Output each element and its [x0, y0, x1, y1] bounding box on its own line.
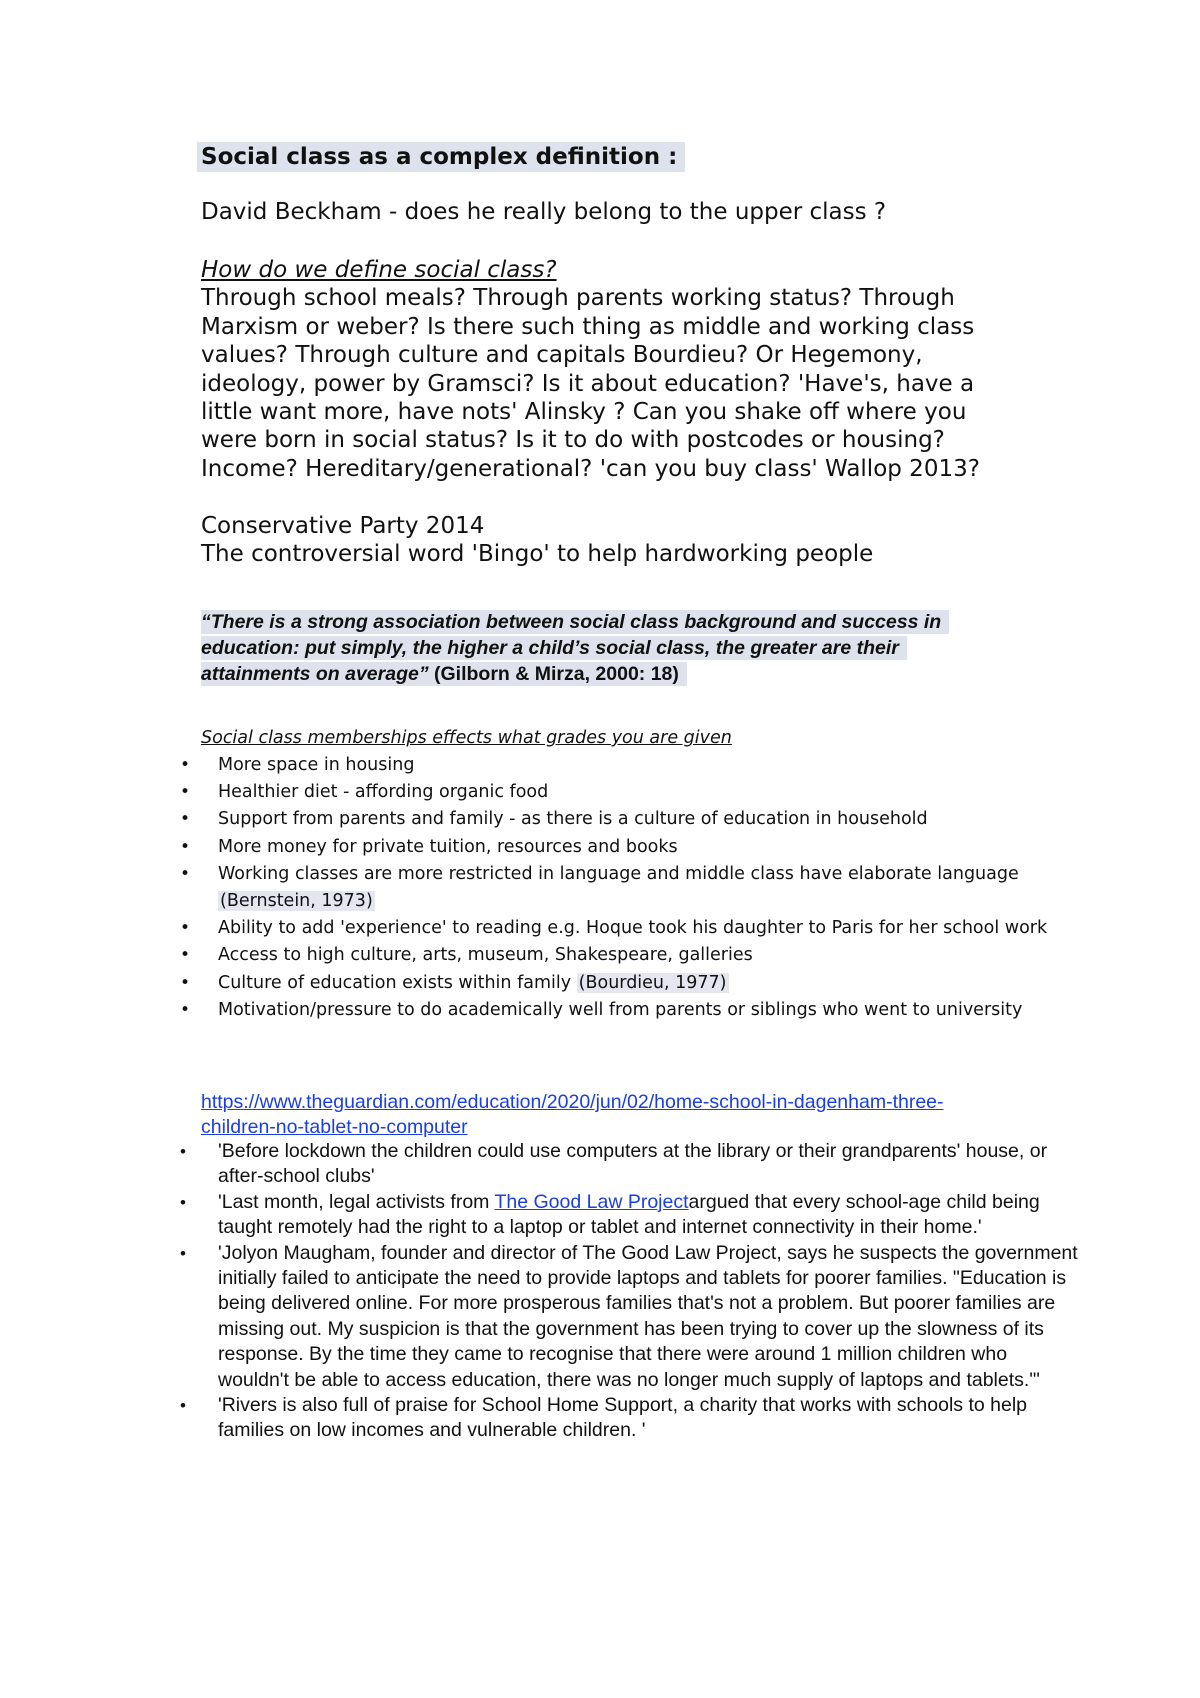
list-item	[180, 997, 1080, 1024]
question-line: little want more, have nots' Alinsky ? Can you shake off where you	[201, 399, 967, 426]
bullet-icon: •	[180, 1142, 186, 1161]
list-item	[180, 915, 1080, 942]
effects-list	[180, 752, 1080, 1024]
bullet-icon: •	[180, 863, 191, 884]
list-item-text: Access to high culture, arts, museum, Shakespeare, galleries	[218, 945, 753, 966]
list-item-text: More space in housing	[218, 755, 415, 775]
list-item	[180, 1139, 1080, 1190]
question-line: Through school meals? Through parents working status? Through	[201, 285, 955, 312]
list-item-text: Support from parents and family - as there is a culture of education in household	[218, 809, 928, 830]
list-item	[180, 834, 1080, 861]
list-item	[180, 1190, 1080, 1241]
list-item	[180, 970, 1080, 997]
quote-line: “There is a strong association between social class background and success in	[201, 610, 949, 634]
page-title: Social class as a complex definition :	[197, 142, 685, 172]
question-line: Income? Hereditary/generational? 'can you buy class' Wallop 2013?	[201, 455, 980, 482]
good-law-project-link[interactable]: The Good Law Project	[494, 1190, 689, 1213]
list-item-text: argued that every school-age child being taught remotely had the right to a laptop or tablet and internet connectivity in their home.'	[218, 1190, 1040, 1239]
list-item-text: Motivation/pressure to do academically well from parents or siblings who went to university	[218, 999, 1023, 1020]
citation: (Bernstein, 1973)	[220, 891, 373, 912]
list-item	[180, 752, 1080, 779]
list-item-text: More money for private tuition, resources and books	[218, 836, 678, 857]
bullet-icon: •	[180, 945, 191, 966]
quote-last-line	[201, 662, 687, 686]
effects-heading: Social class memberships effects what grades you are given	[201, 728, 732, 748]
list-item-text: Working classes are more restricted in language and middle class have elaborate language	[218, 863, 1019, 884]
bullet-icon: •	[180, 918, 191, 939]
bullet-icon: •	[180, 1243, 186, 1263]
quote-line: education: put simply, the higher a child’s social class, the greater are their	[201, 636, 907, 660]
bullet-icon: •	[180, 755, 191, 775]
quote-line: attainments on average”	[201, 663, 429, 685]
list-item-text: 'Rivers is also full of praise for School Home Support, a charity that works with schools to help families on low incomes and vulnerable children. '	[218, 1394, 1027, 1442]
question-line: were born in social status? Is it to do with postcodes or housing?	[201, 427, 945, 454]
guardian-link-line[interactable]: children-no-tablet-no-computer	[201, 1116, 468, 1139]
bullet-icon: •	[180, 836, 191, 857]
bullet-icon: •	[180, 809, 191, 830]
bullet-icon: •	[180, 972, 191, 993]
guardian-quotes-list	[180, 1139, 1080, 1444]
conservative-line-2: The controversial word 'Bingo' to help hardworking people	[201, 541, 874, 568]
citation: (Bourdieu, 1977)	[578, 972, 727, 993]
intro-line: David Beckham - does he really belong to the upper class ?	[201, 199, 887, 225]
question-line: Marxism or weber? Is there such thing as middle and working class	[201, 313, 975, 340]
list-item-text: 'Last month, legal activists from	[218, 1190, 495, 1213]
conservative-block	[201, 512, 873, 569]
list-item-text: Culture of education exists within family	[218, 972, 572, 993]
list-item	[180, 942, 1080, 969]
bullet-icon: •	[180, 999, 191, 1020]
list-item	[180, 861, 1080, 915]
question-heading: How do we define social class?	[201, 257, 557, 283]
bullet-icon: •	[180, 1396, 186, 1416]
list-item-text: Ability to add 'experience' to reading e.g. Hoque took his daughter to Paris for her school work	[218, 918, 1048, 939]
question-line: values? Through culture and capitals Bourdieu? Or Hegemony,	[201, 342, 923, 369]
guardian-link[interactable]	[201, 1090, 1081, 1141]
list-item-text: 'Before lockdown the children could use computers at the library or their grandparents' house, or after-school clubs'	[218, 1140, 1048, 1188]
list-item	[180, 779, 1080, 806]
bullet-icon: •	[180, 782, 191, 803]
list-item-text: Healthier diet - affording organic food	[218, 782, 549, 803]
list-item	[180, 1393, 1080, 1444]
block-quote	[201, 609, 1081, 687]
list-item	[180, 1241, 1080, 1393]
guardian-link-line[interactable]: https://www.theguardian.com/education/2020/jun/02/home-school-in-dagenham-three-	[201, 1091, 944, 1113]
quote-citation: (Gilborn & Mirza, 2000: 18)	[428, 663, 679, 685]
list-item	[180, 806, 1080, 833]
question-block	[201, 256, 1101, 483]
bullet-icon: •	[180, 1192, 186, 1212]
list-item-text: 'Jolyon Maugham, founder and director of The Good Law Project, says he suspects the government initially failed to anticipate the need to provide laptops and tablets for poorer families. "Education is being delivered online. For more prosperous families that's not a problem. But poorer families are missing out. My suspicion is that the government has been trying to cover up the slowness of its response. By the time they came to recognise that there were around 1 million children who wouldn't be able to access education, there was no longer much supply of laptops and tablets."'	[218, 1241, 1078, 1391]
conservative-line-1: Conservative Party 2014	[201, 513, 485, 539]
question-line: ideology, power by Gramsci? Is it about education? 'Have's, have a	[201, 370, 975, 397]
